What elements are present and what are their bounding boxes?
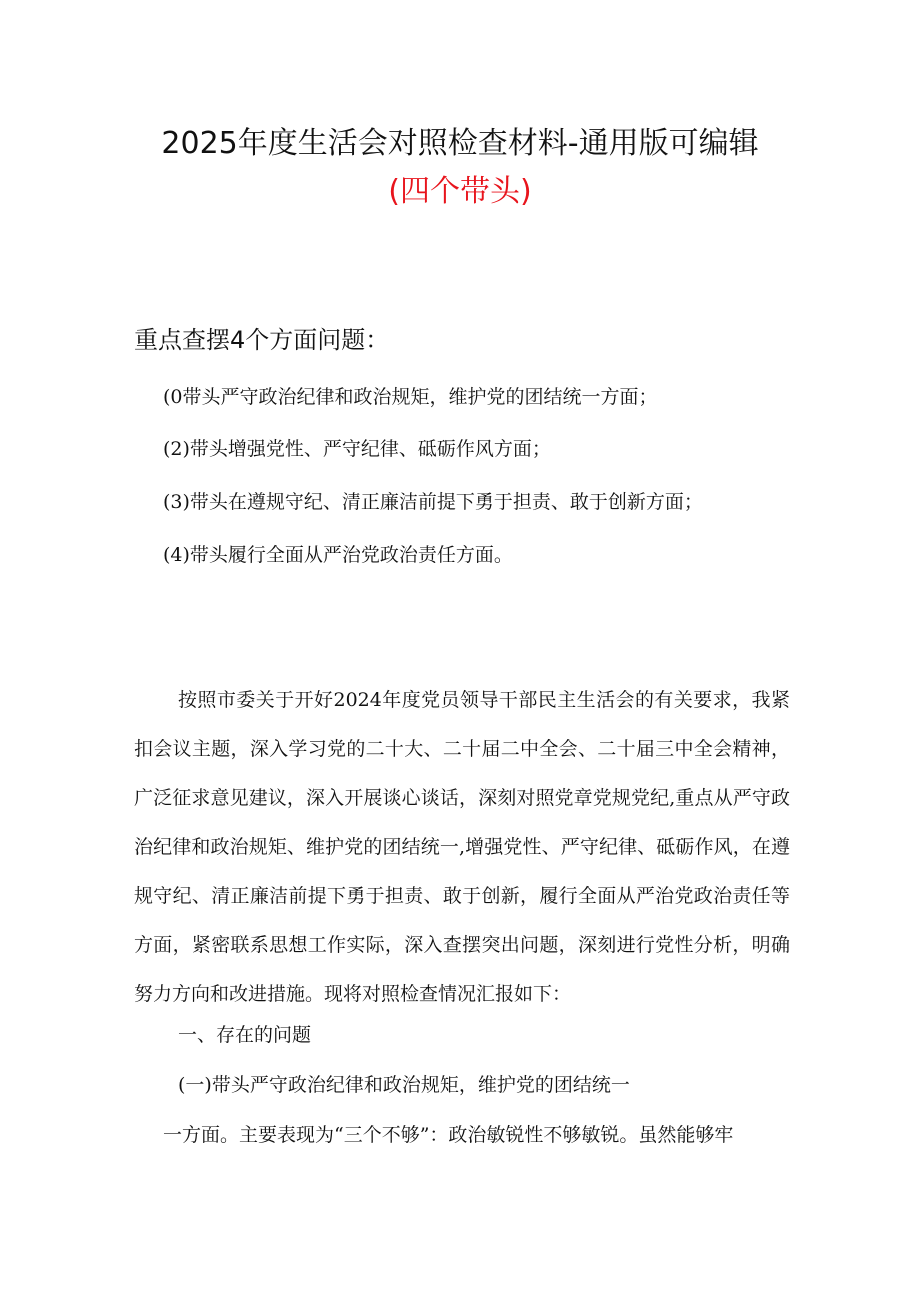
list-item: (0带头严守政治纪律和政治规矩，维护党的团结统一方面； — [163, 386, 658, 408]
list-item: (4)带头履行全面从严治党政治责任方面。 — [163, 544, 513, 566]
subheading-first-aspect: (一)带头严守政治纪律和政治规矩，维护党的团结统一 — [178, 1074, 630, 1096]
document-subtitle: (四个带头) — [388, 174, 532, 209]
intro-paragraph: 按照市委关于开好2024年度党员领导干部民主生活会的有关要求，我紧扣会议主题，深入学习党的二十大、二十届二中全会、二十届三中全会精神，广泛征求意见建议，深入开展谈心谈话，深刻对照党章党规党纪,重点从严守政治纪律和政治规矩、维护党的团结统一,增强党性、严守纪律、砥砺作风，在遵规守纪、清正廉洁前提下勇于担责、敢于创新，履行全面从严治党政治责任等方面，紧密联系思想工作实际，深入查摆突出问题，深刻进行党性分析，明确努力方向和改进措施。现将对照检查情况汇报如下： — [134, 689, 790, 1005]
list-item: (2)带头增强党性、严守纪律、砥砺作风方面； — [163, 438, 551, 460]
heading-existing-problems: 一、存在的问题 — [178, 1024, 312, 1046]
list-item: (3)带头在遵规守纪、清正廉洁前提下勇于担责、敢于创新方面； — [163, 491, 703, 513]
document-title: 2025年度生活会对照检查材料-通用版可编辑 — [161, 126, 759, 161]
continuation-text: 一方面。主要表现为“三个不够”：政治敏锐性不够敏锐。虽然能够牢 — [163, 1124, 734, 1146]
section-heading: 重点查摆4个方面问题： — [134, 326, 390, 354]
